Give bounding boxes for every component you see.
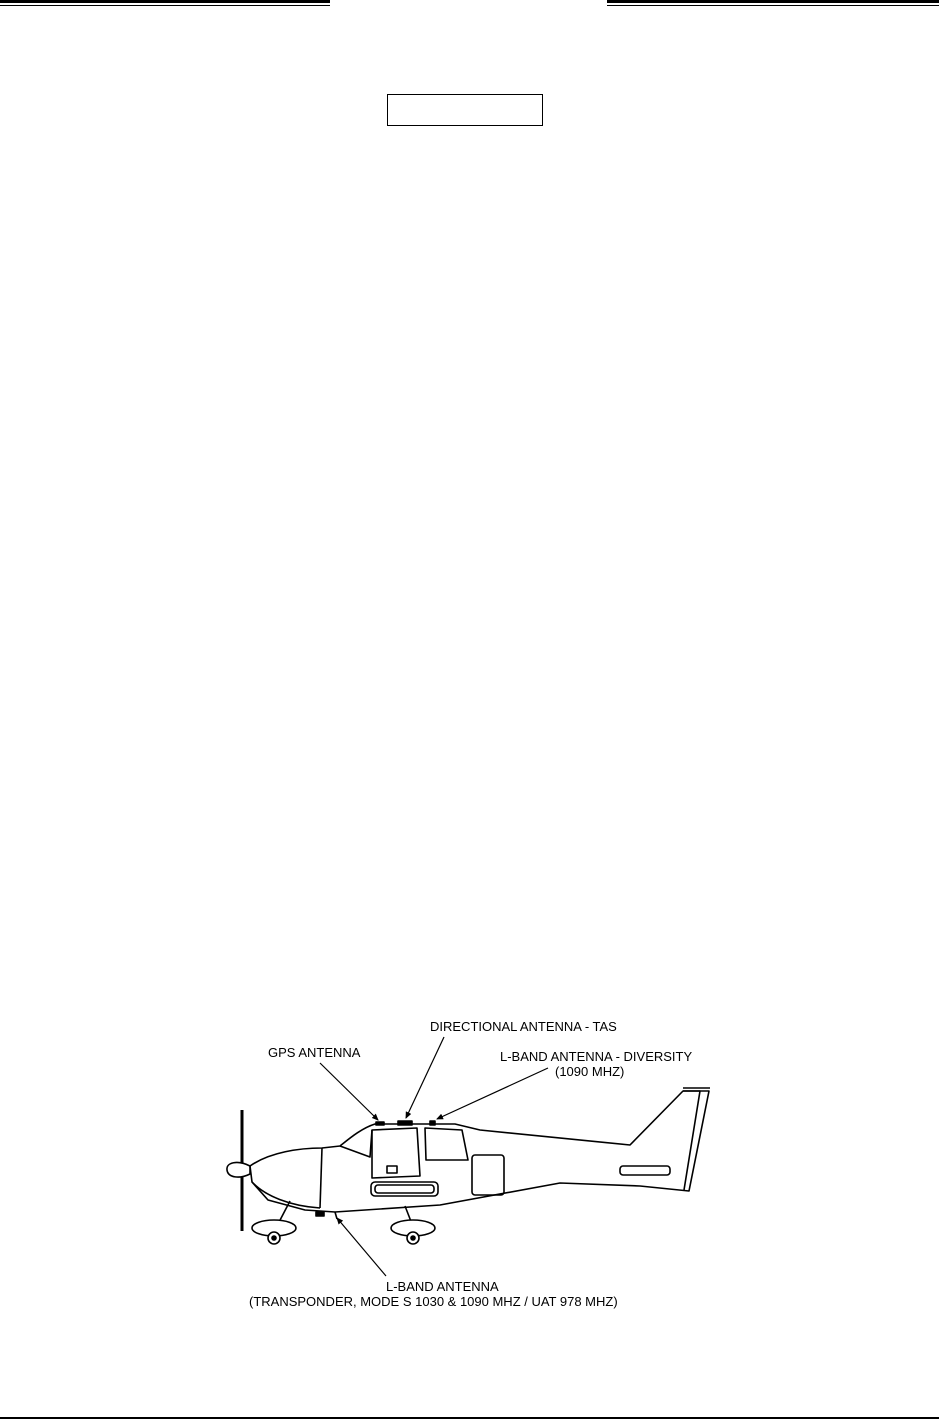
callout-directional-antenna: DIRECTIONAL ANTENNA - TAS (430, 1019, 617, 1034)
directional-antenna-mark (398, 1121, 412, 1125)
leader-directional (406, 1037, 444, 1118)
callout-gps-antenna: GPS ANTENNA (268, 1045, 361, 1060)
bottom-antenna-stub (335, 1212, 337, 1219)
diversity-antenna-mark (430, 1121, 435, 1125)
leader-lband-bottom (337, 1218, 386, 1276)
bottom-antenna-mark (316, 1212, 324, 1216)
section-label-box (387, 94, 543, 126)
main-wheel-hub (411, 1236, 415, 1240)
baggage-window (472, 1155, 504, 1195)
gps-antenna-mark (376, 1122, 384, 1125)
header-rule-left-thin (0, 5, 330, 6)
nose-wheel-hub (272, 1236, 276, 1240)
door-window-small (387, 1166, 397, 1173)
fuselage (250, 1091, 709, 1212)
leader-diversity (437, 1068, 548, 1119)
footer-rule (0, 1417, 939, 1419)
leader-gps (320, 1063, 378, 1120)
callout-lband-bottom: L-BAND ANTENNA (386, 1279, 499, 1294)
step-fairing (371, 1182, 438, 1196)
header-rule-right-thin (607, 5, 939, 6)
step-fairing-inner (375, 1185, 434, 1193)
header-rule-right-thick (607, 0, 939, 3)
cowl-line (320, 1148, 322, 1208)
aircraft-illustration (227, 1088, 710, 1244)
callout-lband-bottom-detail: (TRANSPONDER, MODE S 1030 & 1090 MHZ / UAT 978 MHZ) (249, 1294, 618, 1309)
rear-window (425, 1128, 468, 1160)
callout-lband-diversity-freq: (1090 MHZ) (555, 1064, 625, 1079)
antenna-location-diagram (0, 1000, 939, 1340)
door (372, 1128, 420, 1178)
horizontal-stabilizer (620, 1166, 670, 1175)
spinner (227, 1163, 250, 1178)
header-rule-left-thick (0, 0, 330, 3)
callout-lband-diversity: L-BAND ANTENNA - DIVERSITY (500, 1049, 693, 1064)
